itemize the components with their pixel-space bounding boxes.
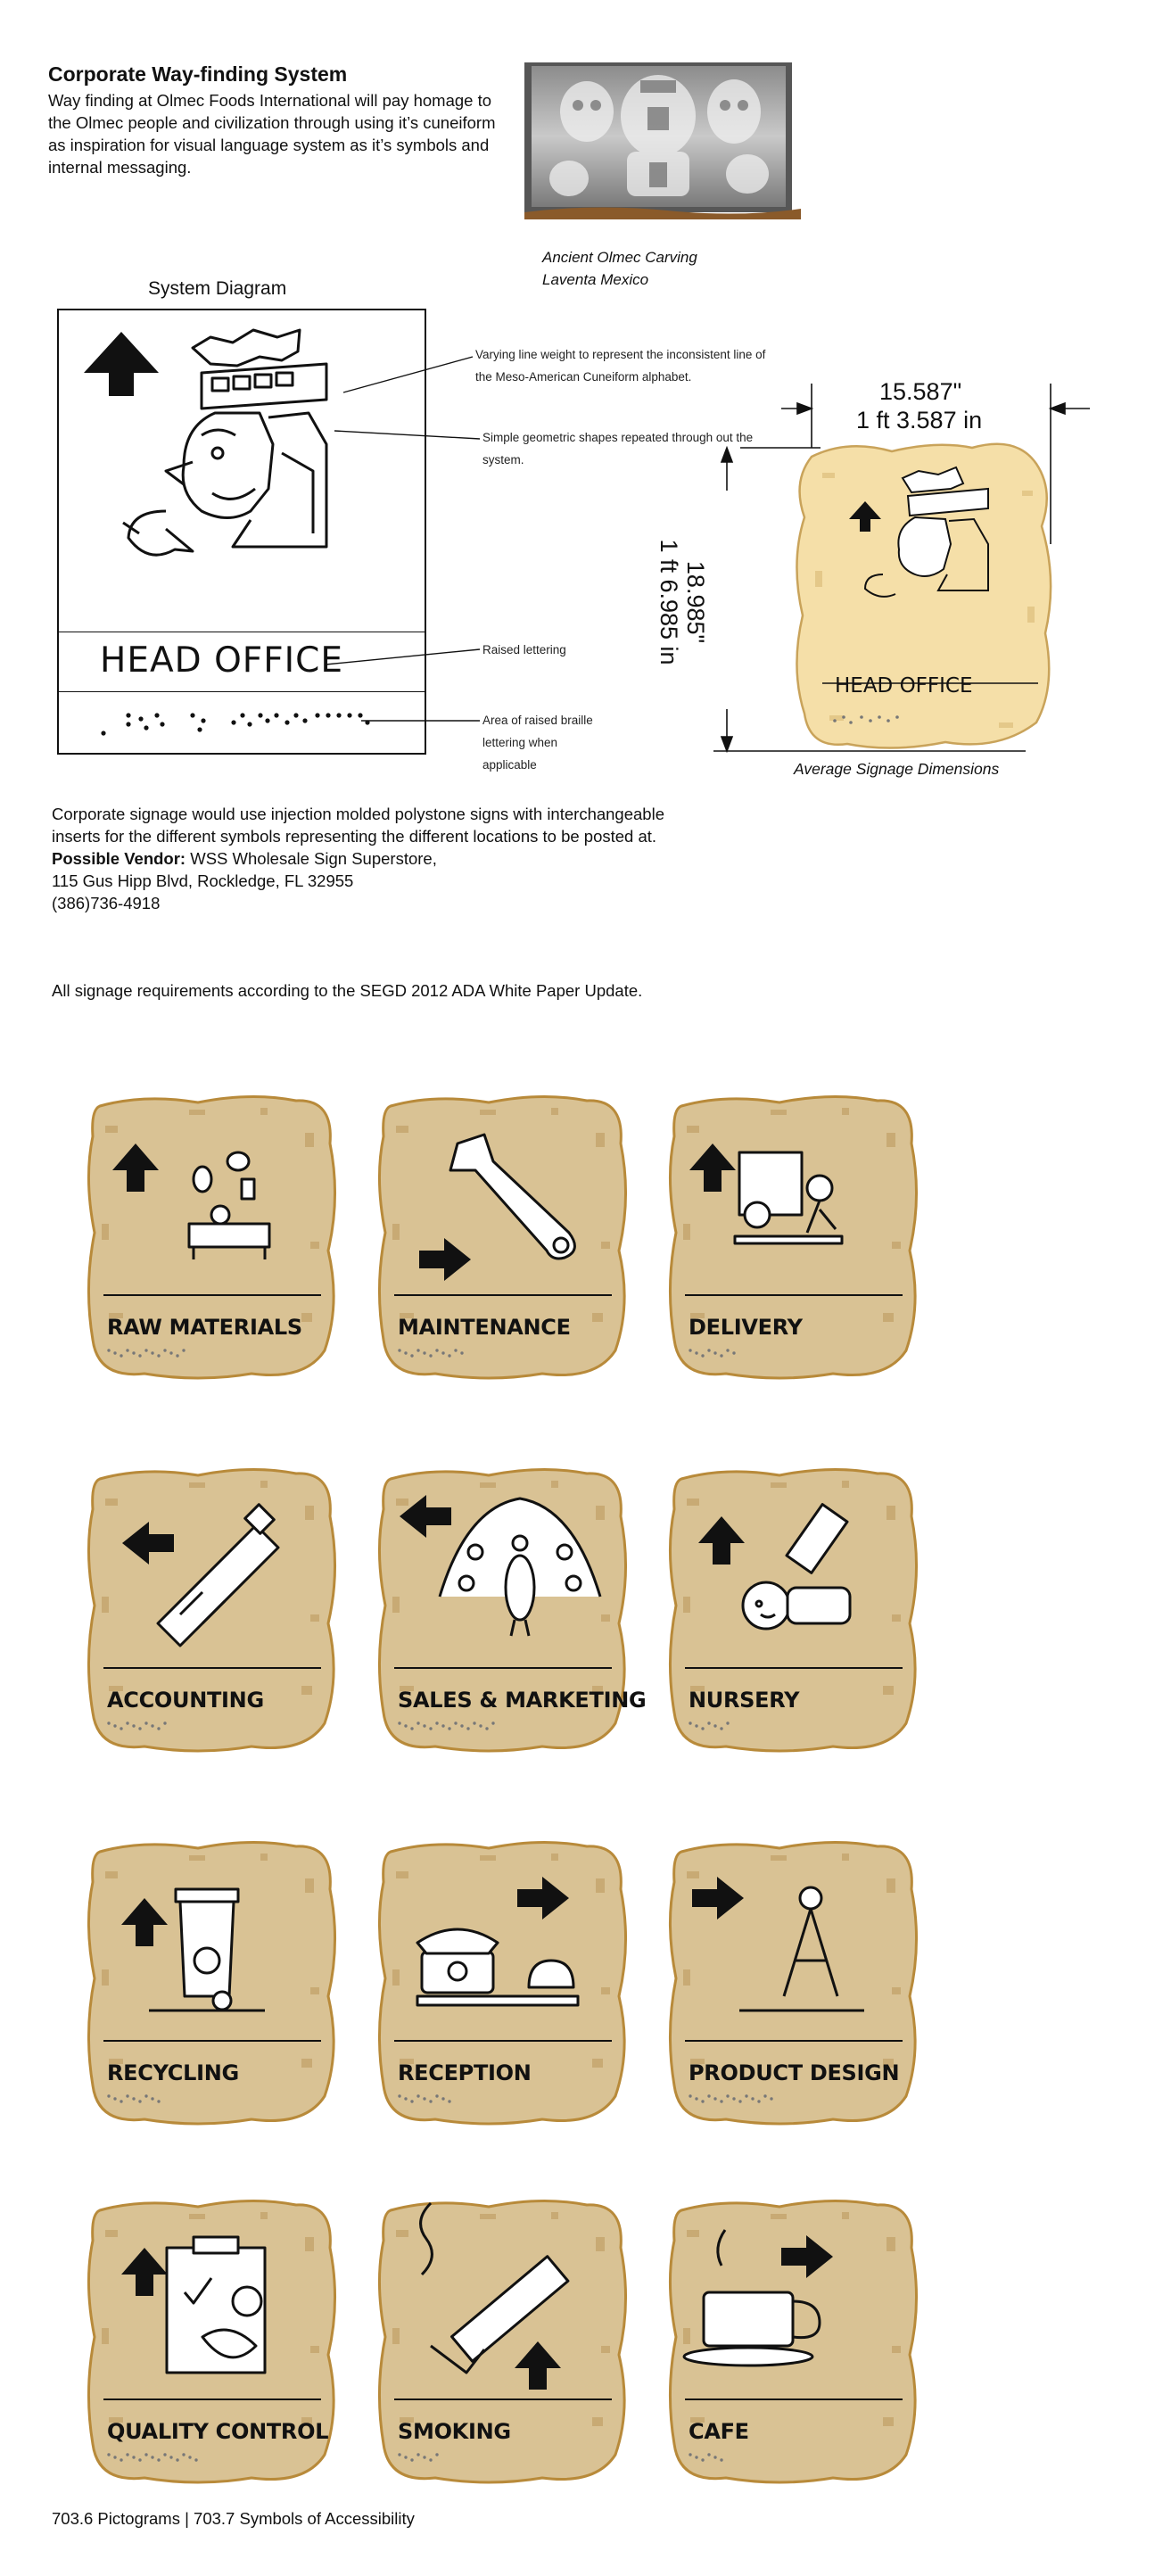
decorative-glyph [396,1126,408,1133]
clipboard-icon [167,2237,265,2373]
decorative-glyph [683,1969,690,1986]
decorative-glyph [105,1499,118,1506]
sign-label: QUALITY CONTROL [107,2419,329,2444]
sign-tile [373,1090,631,1384]
decorative-glyph [396,1871,408,1878]
decorative-glyph [771,1110,787,1115]
sign-tile [82,1090,341,1384]
decorative-glyph [842,1108,849,1115]
decorative-glyph [771,2214,787,2219]
decorative-glyph [305,1506,314,1520]
sign-label: CAFE [689,2419,749,2444]
decorative-glyph [310,1242,319,1249]
decorative-glyph [392,1224,400,1240]
decorative-glyph [687,2230,699,2237]
decorative-glyph [601,1987,610,1994]
decorative-glyph [883,2417,894,2426]
decorative-glyph [592,2417,603,2426]
decorative-glyph [305,1878,314,1893]
sign-tile [664,1836,922,2130]
decorative-glyph [392,2328,400,2344]
sign-label: DELIVERY [689,1315,803,1340]
decorative-glyph [392,1969,400,1986]
sign-tile [82,2194,341,2489]
sign-tile [664,1463,922,1757]
sign-label: SALES & MARKETING [398,1688,647,1713]
decorative-glyph [596,1506,605,1520]
decorative-glyph [480,1110,496,1115]
sign-tile [373,1463,647,1757]
sign-label: PRODUCT DESIGN [689,2060,900,2085]
decorative-glyph [260,1854,268,1861]
decorative-glyph [189,1855,205,1861]
decorative-glyph [396,1499,408,1506]
sign-label: SMOKING [398,2419,511,2444]
decorative-glyph [105,2230,118,2237]
sign-tile [373,1836,631,2130]
decorative-glyph [601,2346,610,2353]
decorative-glyph [683,1224,690,1240]
decorative-glyph [480,1855,496,1861]
decorative-glyph [596,1133,605,1147]
decorative-glyph [892,1614,901,1622]
decorative-glyph [301,2059,312,2068]
sign-label: RECEPTION [398,2060,532,2085]
decorative-glyph [883,1686,894,1695]
decorative-glyph [551,1854,558,1861]
decorative-glyph [189,1110,205,1115]
annotation-line-weight: Varying line weight to represent the inconsistent line of the Meso-American Cuneiform alphabet. [475,348,766,384]
decorative-glyph [310,1614,319,1622]
decorative-glyph [592,1313,603,1322]
decorative-glyph [601,1614,610,1622]
annotation-raised-lettering: Raised lettering [482,643,566,656]
width-inches: 15.587" [879,378,962,405]
decorative-glyph [102,1597,109,1613]
decorative-glyph [105,1126,118,1133]
decorative-glyph [592,2059,603,2068]
sample-sign-label: HEAD OFFICE [835,674,973,698]
decorative-glyph [189,2214,205,2219]
decorative-glyph [687,1499,699,1506]
sign-label: RECYCLING [107,2060,239,2085]
dimension-caption: Average Signage Dimensions [794,760,1000,778]
decorative-glyph [480,1482,496,1488]
footer-reference: 703.6 Pictograms | 703.7 Symbols of Accessibility [52,2509,415,2528]
decorative-glyph [596,1878,605,1893]
width-feet: 1 ft 3.587 in [856,407,983,433]
intro-paragraph: Way finding at Olmec Foods International will pay homage to the Olmec people and civilization through using it’s cuneiform as inspiration for visual language system as it’s symbols and internal messaging. [48,91,496,177]
decorative-glyph [310,2346,319,2353]
decorative-glyph [480,2214,496,2219]
annotation-braille: Area of raised braille lettering when applicable [482,714,593,772]
decorative-glyph [683,2328,690,2344]
decorative-glyph [771,1855,787,1861]
ada-note: All signage requirements according to the SEGD 2012 ADA White Paper Update. [52,981,643,1000]
height-dimension: 18.985" 1 ft 6.985 in [656,539,709,665]
decorative-glyph [551,2212,558,2219]
decorative-glyph [102,2328,109,2344]
decorative-glyph [551,1481,558,1488]
sign-label: RAW MATERIALS [107,1315,302,1340]
decorative-glyph [892,1987,901,1994]
sign-tile [82,1463,341,1757]
page-title: Corporate Way-finding System [48,62,348,86]
decorative-glyph [687,1871,699,1878]
annotation-geometric-shapes: Simple geometric shapes repeated through out the system. [482,431,754,466]
sign-tile [82,1836,341,2130]
decorative-glyph [842,1854,849,1861]
decorative-glyph [842,1481,849,1488]
sign-label: NURSERY [689,1688,800,1713]
decorative-glyph [189,1482,205,1488]
decorative-glyph [892,1242,901,1249]
decorative-glyph [102,1224,109,1240]
decorative-glyph [886,1506,895,1520]
decorative-glyph [305,1133,314,1147]
decorative-glyph [102,1969,109,1986]
decorative-glyph [683,1597,690,1613]
carving-caption: Ancient Olmec Carving Laventa Mexico [542,249,697,288]
sign-tile [373,2194,631,2489]
decorative-glyph [301,1313,312,1322]
vendor-section: Corporate signage would use injection molded polystone signs with interchangeable inserts for the different symbols representing the different locations to be posted at. Possible Vendor: WSS Wholesale Sign Superstore, 115 Gus Hipp Blvd, Rockledge, FL 32955 (386)736-4918 [52,805,664,912]
decorative-glyph [892,2346,901,2353]
decorative-glyph [392,1597,400,1613]
sign-tile [664,1090,922,1384]
decorative-glyph [551,1108,558,1115]
decorative-glyph [771,1482,787,1488]
decorative-glyph [260,1108,268,1115]
decorative-glyph [301,1686,312,1695]
sign-label: MAINTENANCE [398,1315,571,1340]
decorative-glyph [842,2212,849,2219]
sign-label: ACCOUNTING [107,1688,264,1713]
decorative-glyph [886,1878,895,1893]
decorative-glyph [687,1126,699,1133]
decorative-glyph [260,2212,268,2219]
decorative-glyph [886,1133,895,1147]
decorative-glyph [310,1987,319,1994]
decorative-glyph [596,2237,605,2251]
decorative-glyph [886,2237,895,2251]
decorative-glyph [396,2230,408,2237]
diagram-sign-label: HEAD OFFICE [100,640,344,681]
decorative-glyph [305,2237,314,2251]
decorative-glyph [260,1481,268,1488]
decorative-glyph [105,1871,118,1878]
decorative-glyph [601,1242,610,1249]
diagram-title: System Diagram [148,278,287,299]
sign-tile [664,2194,922,2489]
decorative-glyph [883,1313,894,1322]
